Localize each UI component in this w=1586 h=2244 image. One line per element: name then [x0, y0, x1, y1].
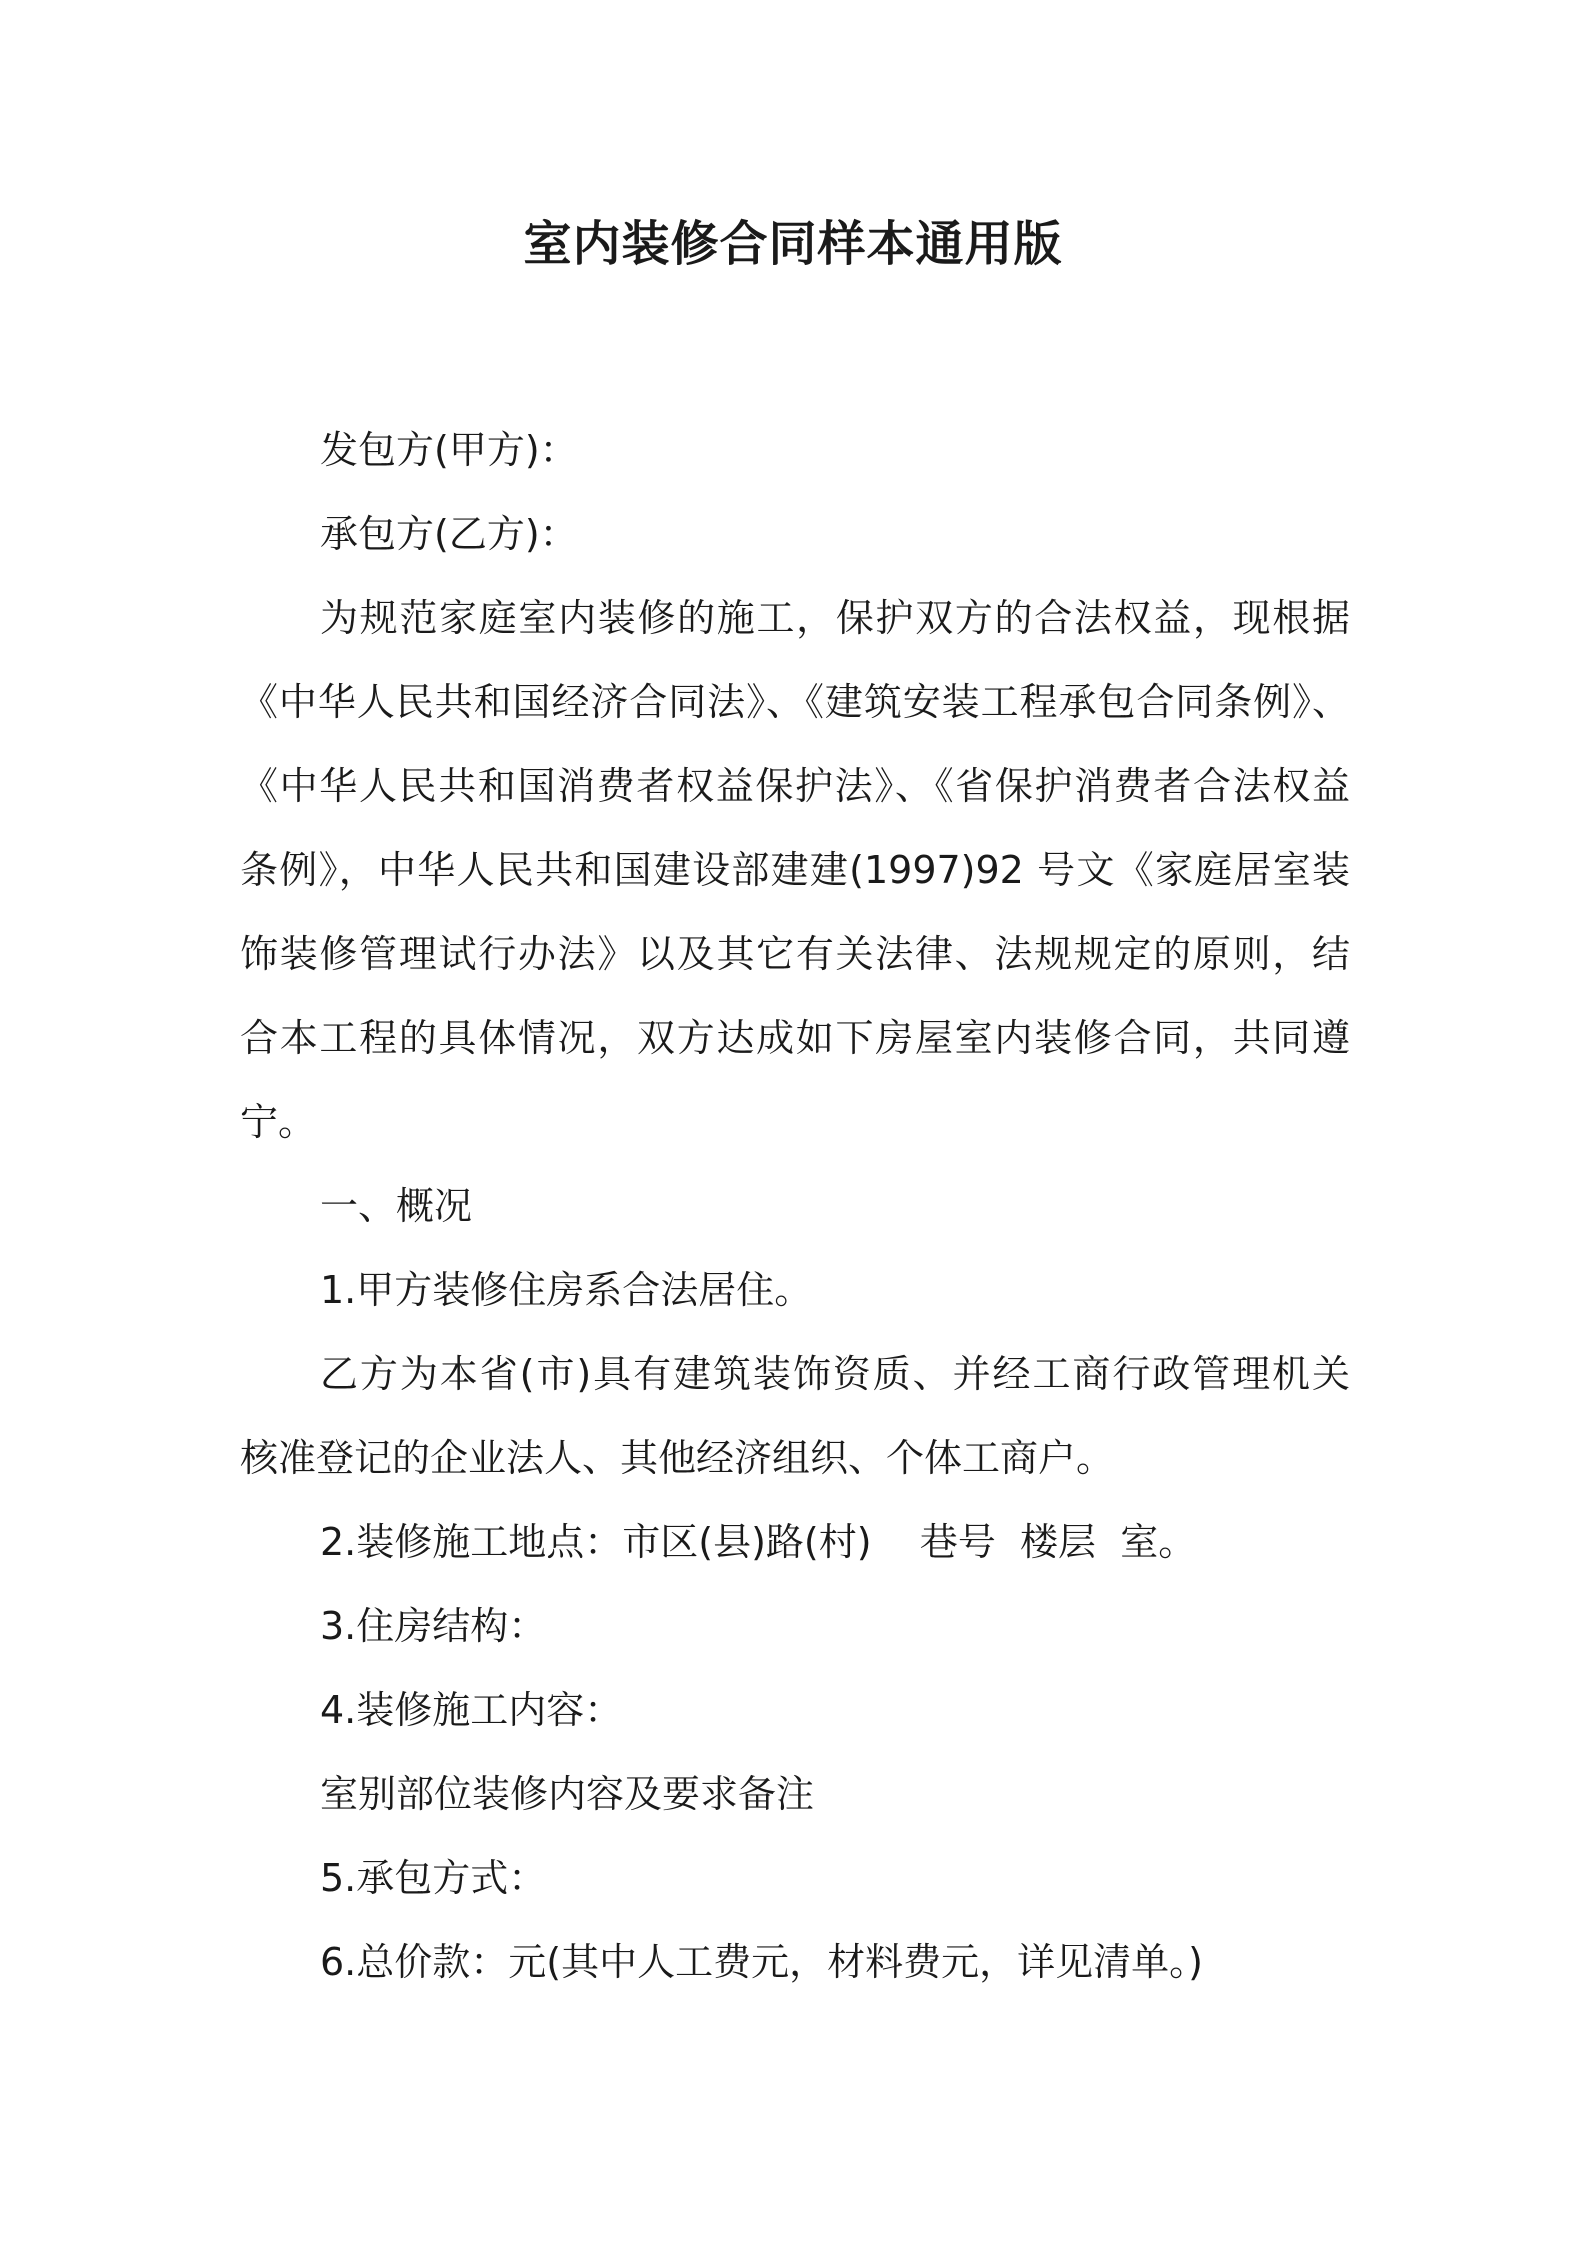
clause-item: 2.装修施工地点：市区(县)路(村) 巷号 楼层 室。 [320, 1520, 1197, 1564]
clause-item: 1.甲方装修住房系合法居住。 [320, 1268, 813, 1312]
document-body [240, 408, 1350, 2004]
preamble-line: 合本工程的具体情况，双方达成如下房屋室内装修合同，共同遵 [240, 1016, 1350, 1060]
preamble-line: 《中华人民共和国消费者权益保护法》、《省保护消费者合法权益 [240, 764, 1350, 808]
clause-item: 6.总价款：元(其中人工费元，材料费元，详见清单。) [320, 1940, 1203, 1984]
preamble-line: 为规范家庭室内装修的施工，保护双方的合法权益，现根据 [320, 596, 1350, 640]
document-title: 室内装修合同样本通用版 [523, 216, 1063, 272]
preamble-line: 饰装修管理试行办法》以及其它有关法律、法规规定的原则，结 [240, 932, 1350, 976]
preamble-line: 条例》，中华人民共和国建设部建建(1997)92 号文《家庭居室装 [240, 848, 1350, 892]
preamble-line: 宁。 [240, 1100, 317, 1144]
party-a-label: 发包方(甲方)： [320, 428, 578, 472]
section-heading: 一、概况 [320, 1184, 473, 1228]
qualification-line: 核准登记的企业法人、其他经济组织、个体工商户。 [240, 1436, 1115, 1480]
table-header-text: 室别部位装修内容及要求备注 [320, 1772, 815, 1816]
party-b-label: 承包方(乙方)： [320, 512, 578, 556]
qualification-line: 乙方为本省(市)具有建筑装饰资质、并经工商行政管理机关 [320, 1352, 1350, 1396]
clause-item: 3.住房结构： [320, 1604, 547, 1648]
preamble-line: 《中华人民共和国经济合同法》、《建筑安装工程承包合同条例》、 [240, 680, 1350, 724]
clause-item: 4.装修施工内容： [320, 1688, 623, 1732]
clause-item: 5.承包方式： [320, 1856, 547, 1900]
